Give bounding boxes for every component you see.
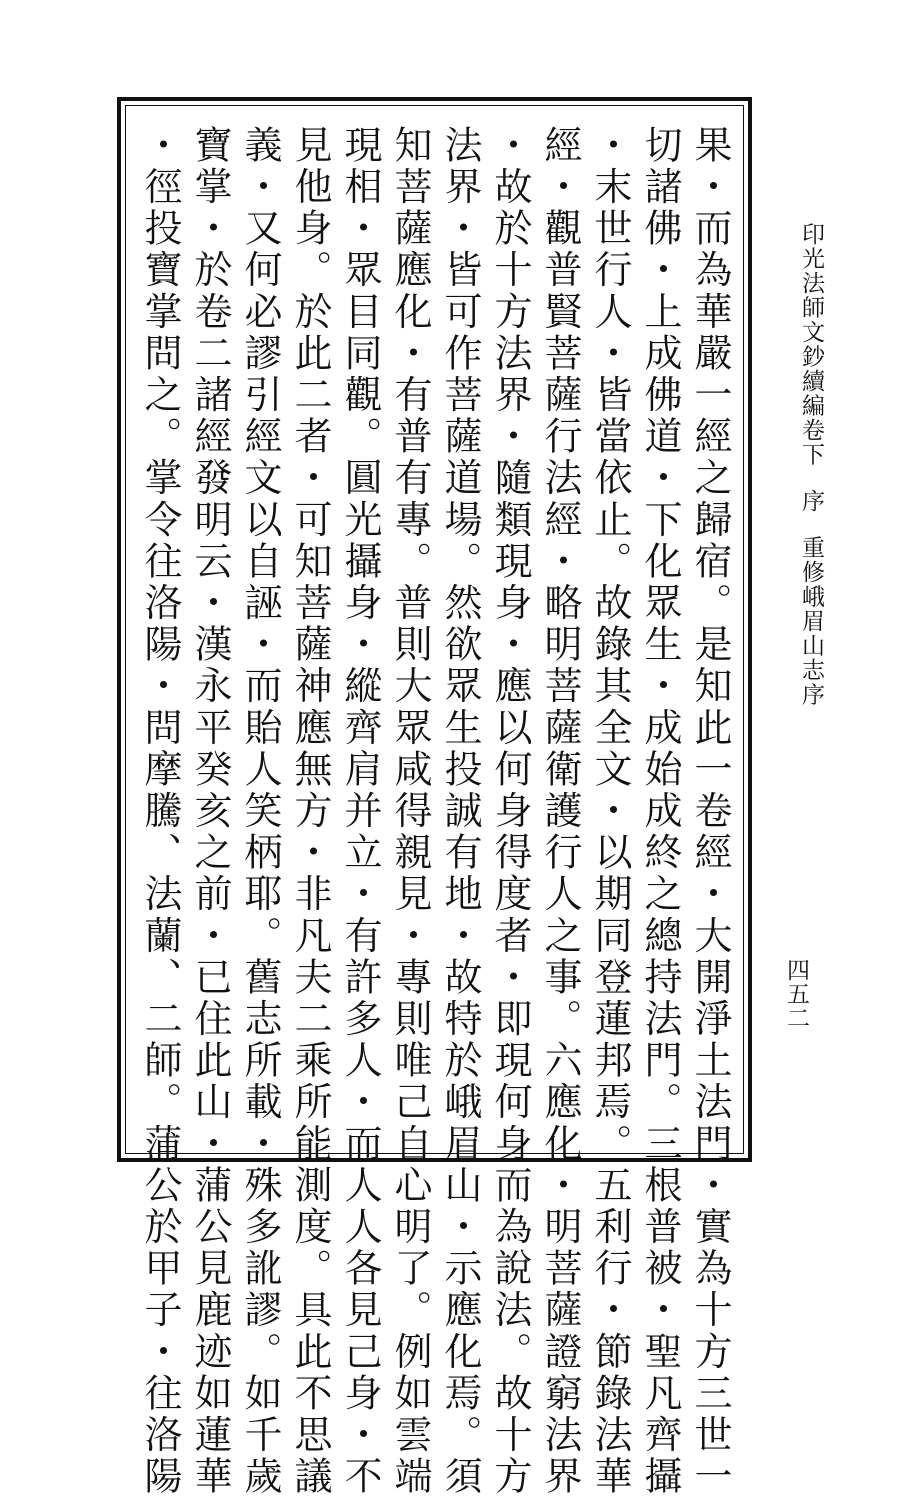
text-column: 義・又何必謬引經文以自誣・而貽人笑柄耶。舊志所載・殊多訛謬。如千歲 [238, 125, 282, 1498]
text-column: ・故於十方法界・隨類現身・應以何身得度者・即現何身而為說法。故十方 [488, 125, 532, 1498]
text-column: 見他身。於此二者・可知菩薩神應無方・非凡夫二乘所能測度。具此不思議 [288, 125, 332, 1498]
text-column: 知菩薩應化・有普有專。普則大眾咸得親見・專則唯己自心明了。例如雲端 [388, 125, 432, 1498]
page-number: 四五二 [783, 958, 809, 1030]
text-column: ・末世行人・皆當依止。故錄其全文・以期同登蓮邦焉。五利行・節錄法華 [588, 125, 632, 1498]
running-header [768, 222, 828, 707]
chapter-title: 重修峨眉山志序 [798, 535, 824, 707]
text-column: 法界・皆可作菩薩道場。然欲眾生投誠有地・故特於峨眉山・示應化焉。須 [438, 125, 482, 1498]
section-label: 序 [798, 489, 824, 514]
text-column: 切諸佛・上成佛道・下化眾生・成始成終之總持法門。三根普被・聖凡齊攝 [638, 125, 682, 1498]
body-text [138, 125, 732, 1498]
text-column: 果・而為華嚴一經之歸宿。是知此一卷經・大開淨土法門・實為十方三世一 [688, 125, 732, 1498]
text-column: 寶掌・於卷二諸經發明云・漢永平癸亥之前・已住此山・蒲公見鹿迹如蓮華 [188, 125, 232, 1498]
text-column: 經・觀普賢菩薩行法經・略明菩薩衛護行人之事。六應化・明菩薩證窮法界 [538, 125, 582, 1498]
text-column: 現相・眾目同觀。圓光攝身・縱齊肩并立・有許多人・而人人各見己身・不 [338, 125, 382, 1498]
book-title: 印光法師文鈔續編卷下 [798, 222, 824, 467]
text-column: ・徑投寶掌問之。掌令往洛陽・問摩騰、法蘭、二師。蒲公於甲子・往洛陽 [138, 125, 182, 1498]
